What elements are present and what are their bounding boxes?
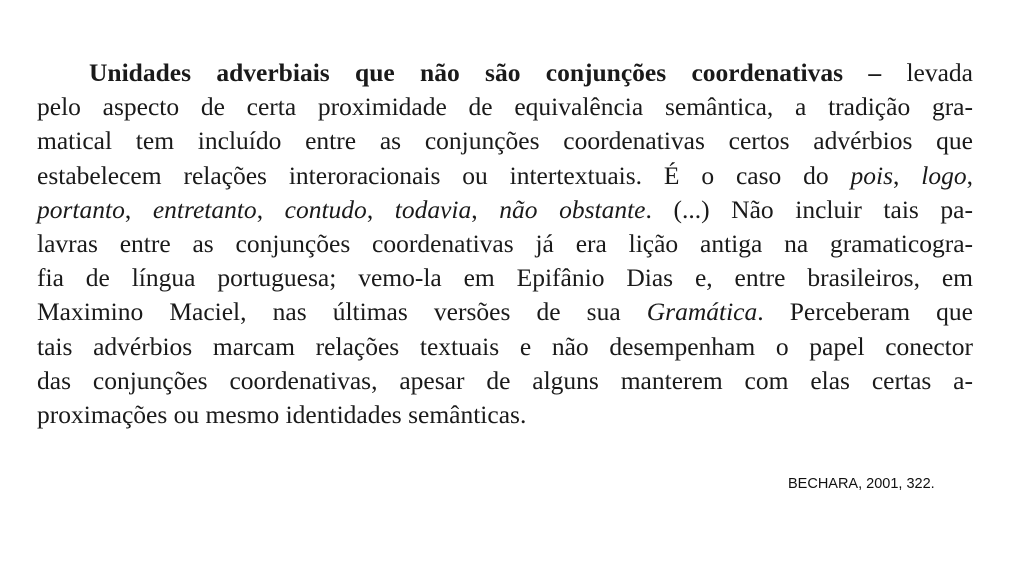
quote-paragraph xyxy=(37,56,973,432)
italic-term: não obstante xyxy=(499,194,646,224)
quote-line-5 xyxy=(37,193,973,227)
quote-text: , xyxy=(893,160,922,190)
citation: BECHARA, 2001, 322. xyxy=(788,476,935,492)
quote-line-10: das conjunções coordenativas, apesar de alguns manterem com elas certas a- xyxy=(37,365,973,395)
italic-term: pois xyxy=(850,160,894,190)
quote-text: . (...) Não incluir tais pa- xyxy=(645,194,973,224)
quote-text: , xyxy=(966,160,973,190)
quote-text: Maximino Maciel, nas últimas versões de sua xyxy=(37,297,647,327)
quote-text: , xyxy=(124,194,153,224)
quote-line-4 xyxy=(37,159,973,193)
quote-line-8 xyxy=(37,295,973,329)
italic-term: contudo xyxy=(284,194,367,224)
quote-text: , xyxy=(471,194,500,224)
quote-text: estabelecem relações interoracionais ou intertextuais. É o caso do xyxy=(37,160,851,190)
italic-term: portanto xyxy=(37,194,125,224)
quote-line-11: proximações ou mesmo identidades semânticas. xyxy=(37,400,527,430)
quote-text: , xyxy=(366,194,395,224)
quote-line-3: matical tem incluído entre as conjunções coordenativas certos advérbios que xyxy=(37,126,973,156)
quote-line-2: pelo aspecto de certa proximidade de equivalência semântica, a tradição gra- xyxy=(37,92,973,122)
quote-heading: Unidades adverbiais que não são conjunções coordenativas – xyxy=(89,58,882,87)
quote-text: , xyxy=(256,194,285,224)
italic-term: entretanto xyxy=(152,194,257,224)
quote-line-6: lavras entre as conjunções coordenativas já era lição antiga na gramaticogra- xyxy=(37,229,973,259)
quote-line-7: fia de língua portuguesa; vemo-la em Epifânio Dias e, entre brasileiros, em xyxy=(37,263,973,293)
quote-line-1 xyxy=(37,56,973,90)
italic-book-title: Gramática xyxy=(646,297,758,327)
quote-text: levada xyxy=(881,58,973,87)
quote-text: . Perceberam que xyxy=(757,297,973,327)
quote-line-9: tais advérbios marcam relações textuais e não desempenham o papel conector xyxy=(37,331,973,361)
italic-term: logo xyxy=(921,160,967,190)
italic-term: todavia xyxy=(394,194,472,224)
